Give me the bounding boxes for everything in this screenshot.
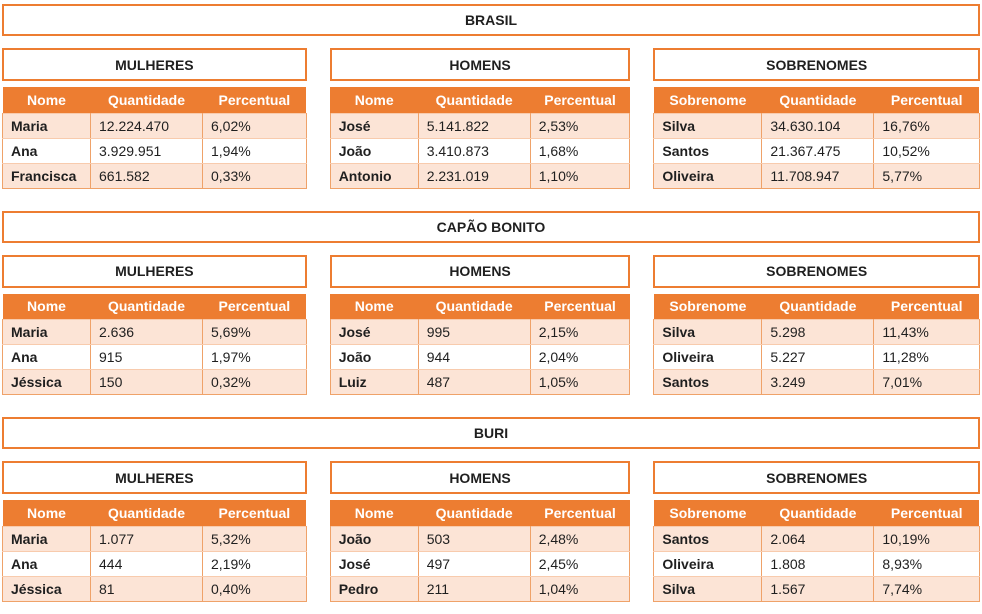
col-header-nome: Nome [330, 87, 418, 113]
data-table-buri-sobrenomes [653, 500, 980, 602]
cell-quantity: 12.224.470 [91, 113, 203, 138]
cell-percent: 2,53% [530, 113, 630, 138]
table-row [654, 526, 980, 551]
cell-percent: 5,77% [874, 163, 980, 188]
col-header-sobrenome: Sobrenome [654, 294, 762, 320]
col-header-percentual: Percentual [203, 500, 307, 526]
cell-name: Maria [3, 113, 91, 138]
col-header-quantidade: Quantidade [762, 500, 874, 526]
cell-quantity: 2.636 [91, 320, 203, 345]
cell-quantity: 5.298 [762, 320, 874, 345]
table-header-row [654, 294, 980, 320]
table-header-row [654, 500, 980, 526]
cell-quantity: 915 [91, 345, 203, 370]
table-row [3, 551, 307, 576]
cell-quantity: 2.231.019 [418, 163, 530, 188]
cell-quantity: 3.249 [762, 370, 874, 395]
col-header-quantidade: Quantidade [762, 87, 874, 113]
cell-name: Santos [654, 138, 762, 163]
cell-name: José [330, 551, 418, 576]
cell-name: Ana [3, 138, 91, 163]
cell-name: Silva [654, 320, 762, 345]
col-header-percentual: Percentual [203, 294, 307, 320]
cell-percent: 1,68% [530, 138, 630, 163]
table-row [654, 345, 980, 370]
table-caption [2, 48, 307, 81]
data-table-buri-homens [330, 500, 631, 602]
col-header-quantidade: Quantidade [418, 500, 530, 526]
cell-percent: 7,01% [874, 370, 980, 395]
cell-percent: 11,43% [874, 320, 980, 345]
cell-quantity: 1.077 [91, 526, 203, 551]
cell-percent: 6,02% [203, 113, 307, 138]
cell-name: Oliveira [654, 345, 762, 370]
table-group-capao-homens [330, 255, 631, 396]
table-header-row [3, 294, 307, 320]
cell-percent: 1,94% [203, 138, 307, 163]
cell-name: Santos [654, 370, 762, 395]
cell-percent: 1,05% [530, 370, 630, 395]
section-brasil [2, 4, 980, 189]
col-header-percentual: Percentual [874, 87, 980, 113]
cell-name: Jéssica [3, 370, 91, 395]
table-caption [330, 255, 631, 288]
col-header-percentual: Percentual [874, 500, 980, 526]
cell-percent: 0,40% [203, 576, 307, 601]
table-caption-label: HOMENS [449, 469, 511, 486]
cell-quantity: 1.808 [762, 551, 874, 576]
table-group-buri-mulheres [2, 461, 307, 602]
cell-percent: 7,74% [874, 576, 980, 601]
table-caption-label: SOBRENOMES [766, 263, 868, 279]
data-table-capao-sobrenomes [653, 294, 980, 396]
table-row [3, 370, 307, 395]
cell-name: Jéssica [3, 576, 91, 601]
cell-percent: 2,45% [530, 551, 630, 576]
col-header-quantidade: Quantidade [91, 500, 203, 526]
table-caption [330, 461, 631, 494]
table-row [3, 138, 307, 163]
col-header-nome: Nome [330, 294, 418, 320]
cell-name: Ana [3, 345, 91, 370]
table-caption-label: MULHERES [115, 56, 194, 73]
cell-percent: 11,28% [874, 345, 980, 370]
cell-name: Francisca [3, 163, 91, 188]
cell-name: Oliveira [654, 163, 762, 188]
table-group-buri-sobrenomes [653, 461, 980, 602]
cell-quantity: 81 [91, 576, 203, 601]
table-row [654, 320, 980, 345]
tables-row [2, 48, 980, 189]
section-buri [2, 417, 980, 602]
table-caption [653, 255, 980, 288]
table-row [330, 163, 630, 188]
col-header-sobrenome: Sobrenome [654, 87, 762, 113]
col-header-quantidade: Quantidade [762, 294, 874, 320]
section-title-label: BRASIL [464, 12, 518, 28]
table-header-row [3, 500, 307, 526]
cell-percent: 1,97% [203, 345, 307, 370]
cell-name: Silva [654, 576, 762, 601]
cell-name: José [330, 113, 418, 138]
col-header-nome: Nome [330, 500, 418, 526]
section-title-label: BURI [473, 425, 509, 441]
cell-percent: 5,69% [203, 320, 307, 345]
cell-quantity: 5.141.822 [418, 113, 530, 138]
table-group-buri-homens [330, 461, 631, 602]
cell-quantity: 944 [418, 345, 530, 370]
table-row [3, 163, 307, 188]
table-caption-label: SOBRENOMES [766, 469, 868, 486]
cell-percent: 2,48% [530, 526, 630, 551]
cell-name: João [330, 345, 418, 370]
tables-row [2, 461, 980, 602]
cell-percent: 5,32% [203, 526, 307, 551]
tables-row [2, 255, 980, 396]
col-header-nome: Nome [3, 500, 91, 526]
table-row [654, 113, 980, 138]
table-group-capao-sobrenomes [653, 255, 980, 396]
cell-quantity: 995 [418, 320, 530, 345]
table-caption-label: HOMENS [449, 56, 511, 73]
table-header-row [654, 87, 980, 113]
col-header-nome: Nome [3, 294, 91, 320]
data-table-capao-mulheres [2, 294, 307, 396]
cell-percent: 0,33% [203, 163, 307, 188]
table-header-row [3, 87, 307, 113]
cell-quantity: 1.567 [762, 576, 874, 601]
cell-quantity: 5.227 [762, 345, 874, 370]
cell-quantity: 3.929.951 [91, 138, 203, 163]
col-header-quantidade: Quantidade [418, 294, 530, 320]
table-row [330, 370, 630, 395]
table-group-brasil-sobrenomes [653, 48, 980, 189]
col-header-nome: Nome [3, 87, 91, 113]
cell-quantity: 21.367.475 [762, 138, 874, 163]
table-row [654, 138, 980, 163]
table-caption-label: MULHERES [115, 469, 194, 486]
table-caption [330, 48, 631, 81]
table-header-row [330, 500, 630, 526]
section-title-buri [2, 417, 980, 449]
cell-name: Santos [654, 526, 762, 551]
data-table-brasil-homens [330, 87, 631, 189]
cell-percent: 2,15% [530, 320, 630, 345]
table-row [3, 526, 307, 551]
cell-percent: 1,04% [530, 576, 630, 601]
col-header-quantidade: Quantidade [418, 87, 530, 113]
cell-name: Oliveira [654, 551, 762, 576]
cell-quantity: 487 [418, 370, 530, 395]
cell-quantity: 497 [418, 551, 530, 576]
section-capao-bonito [2, 211, 980, 396]
table-header-row [330, 294, 630, 320]
table-caption [653, 461, 980, 494]
section-title-label: CAPÃO BONITO [436, 218, 546, 235]
cell-quantity: 34.630.104 [762, 113, 874, 138]
cell-percent: 0,32% [203, 370, 307, 395]
table-caption-label: HOMENS [449, 263, 511, 279]
table-row [3, 113, 307, 138]
table-row [330, 113, 630, 138]
section-title-capao-bonito [2, 211, 980, 243]
cell-quantity: 11.708.947 [762, 163, 874, 188]
cell-name: Silva [654, 113, 762, 138]
table-row [330, 345, 630, 370]
table-row [3, 345, 307, 370]
table-row [654, 576, 980, 601]
cell-percent: 10,52% [874, 138, 980, 163]
cell-name: José [330, 320, 418, 345]
table-row [654, 163, 980, 188]
data-table-brasil-mulheres [2, 87, 307, 189]
table-group-capao-mulheres [2, 255, 307, 396]
data-table-brasil-sobrenomes [653, 87, 980, 189]
table-row [654, 551, 980, 576]
table-header-row [330, 87, 630, 113]
cell-quantity: 2.064 [762, 526, 874, 551]
cell-name: Antonio [330, 163, 418, 188]
cell-name: João [330, 526, 418, 551]
cell-percent: 1,10% [530, 163, 630, 188]
data-table-capao-homens [330, 294, 631, 396]
cell-name: Ana [3, 551, 91, 576]
cell-percent: 10,19% [874, 526, 980, 551]
cell-name: João [330, 138, 418, 163]
col-header-percentual: Percentual [530, 294, 630, 320]
table-caption [2, 461, 307, 494]
table-caption [653, 48, 980, 81]
cell-percent: 16,76% [874, 113, 980, 138]
col-header-percentual: Percentual [874, 294, 980, 320]
data-table-buri-mulheres [2, 500, 307, 602]
table-row [654, 370, 980, 395]
table-group-brasil-mulheres [2, 48, 307, 189]
cell-name: Pedro [330, 576, 418, 601]
cell-quantity: 503 [418, 526, 530, 551]
col-header-percentual: Percentual [530, 87, 630, 113]
col-header-quantidade: Quantidade [91, 87, 203, 113]
table-row [330, 526, 630, 551]
table-caption-label: SOBRENOMES [766, 56, 868, 73]
table-row [330, 551, 630, 576]
table-row [330, 320, 630, 345]
table-row [3, 576, 307, 601]
cell-quantity: 211 [418, 576, 530, 601]
cell-name: Maria [3, 526, 91, 551]
table-group-brasil-homens [330, 48, 631, 189]
cell-quantity: 444 [91, 551, 203, 576]
cell-quantity: 3.410.873 [418, 138, 530, 163]
cell-percent: 2,04% [530, 345, 630, 370]
table-caption-label: MULHERES [115, 263, 194, 279]
table-caption [2, 255, 307, 288]
section-title-brasil [2, 4, 980, 36]
col-header-percentual: Percentual [530, 500, 630, 526]
cell-name: Maria [3, 320, 91, 345]
cell-quantity: 661.582 [91, 163, 203, 188]
cell-percent: 8,93% [874, 551, 980, 576]
col-header-sobrenome: Sobrenome [654, 500, 762, 526]
cell-quantity: 150 [91, 370, 203, 395]
table-row [3, 320, 307, 345]
cell-name: Luiz [330, 370, 418, 395]
col-header-percentual: Percentual [203, 87, 307, 113]
table-row [330, 576, 630, 601]
table-row [330, 138, 630, 163]
cell-percent: 2,19% [203, 551, 307, 576]
col-header-quantidade: Quantidade [91, 294, 203, 320]
